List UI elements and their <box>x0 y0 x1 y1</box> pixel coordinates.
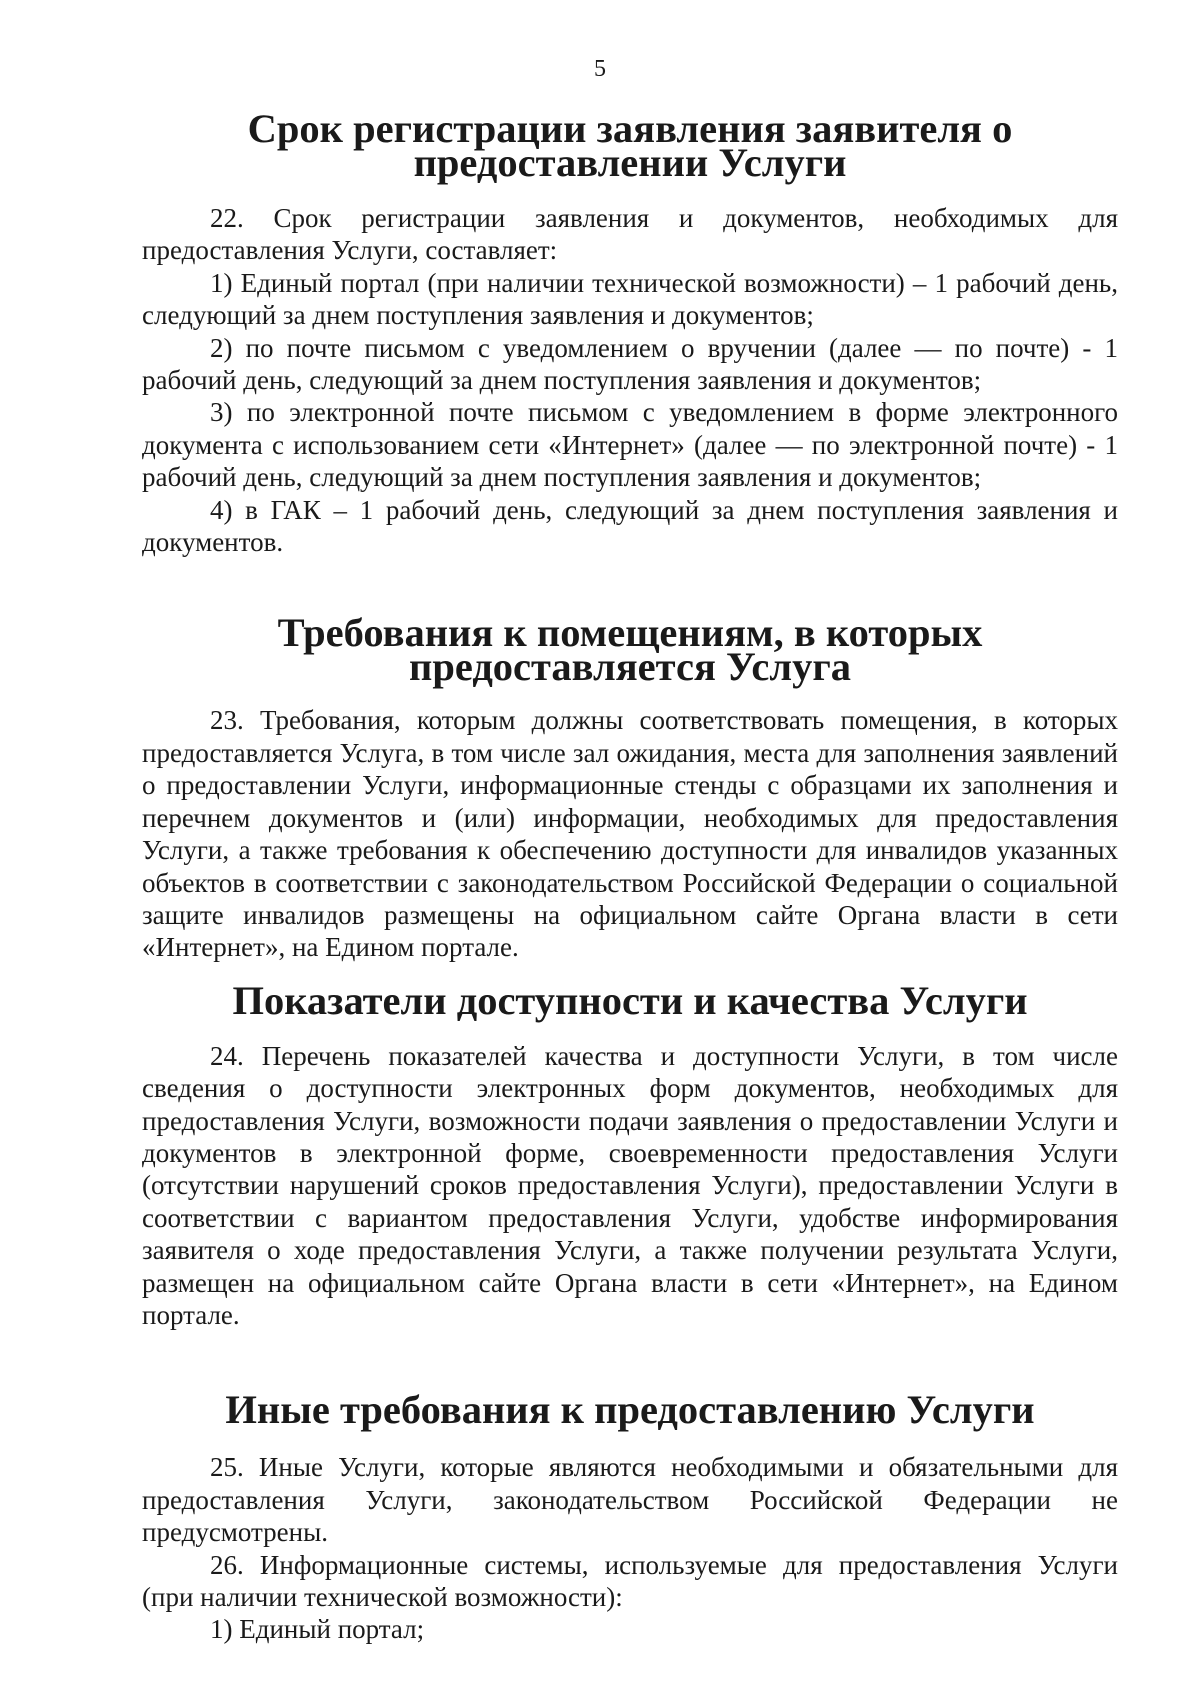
section-heading-other-requirements: Иные требования к предоставлению Услуги <box>225 1387 1035 1433</box>
list-item-1: 1) Единый портал (при наличии технической возможности) – 1 рабочий день, следующий за днем поступления заявления и документов; <box>142 267 1118 331</box>
paragraph-22: 22. Срок регистрации заявления и документов, необходимых для предоставления Услуги, составляет: <box>142 203 1118 266</box>
list-item-unified-portal: 1) Единый портал; <box>210 1614 425 1645</box>
list-item-2: 2) по почте письмом с уведомлением о вручении (далее — по почте) - 1 рабочий день, следующий за днем поступления заявления и документов; <box>142 332 1118 396</box>
list-item-3: 3) по электронной почте письмом с уведомлением в форме электронного документа с использованием сети «Интернет» (далее — по электронной почте) - 1 рабочий день, следующий за днем поступления заявления и документов; <box>142 397 1118 493</box>
paragraph-23: 23. Требования, которым должны соответствовать помещения, в которых предоставляется Услуга, в том числе зал ожидания, места для заполнения заявлений о предоставлении Услуги, информационные стенды с образцами их заполнения и перечнем документов и (или) информации, необходимых для предоставления Услуги, а также требования к обеспечению доступности для инвалидов указанных объектов в соответствии с законодательством Российской Федерации о социальной защите инвалидов размещены на официальном сайте Органа власти в сети «Интернет», на Едином портале. <box>142 705 1118 963</box>
section-heading-quality-indicators: Показатели доступности и качества Услуги <box>232 977 1028 1023</box>
section-heading-registration-term: Срок регистрации заявления заявителя о предоставлении Услуги <box>247 106 1013 185</box>
document-body <box>142 106 1118 1646</box>
paragraph-24: 24. Перечень показателей качества и доступности Услуги, в том числе сведения о доступности электронных форм документов, необходимых для предоставления Услуги, возможности подачи заявления о предоставлении Услуги и документов в электронной форме, своевременности предоставления Услуги (отсутствии нарушений сроков предоставления Услуги), предоставлении Услуги в соответствии с вариантом предоставления Услуги, удобстве информирования заявителя о ходе предоставления Услуги, а также получении результата Услуги, размещен на официальном сайте Органа власти в сети «Интернет», на Едином портале. <box>142 1040 1118 1330</box>
paragraph-26: 26. Информационные системы, используемые для предоставления Услуги (при наличии технической возможности): <box>142 1549 1118 1612</box>
paragraph-25: 25. Иные Услуги, которые являются необходимыми и обязательными для предоставления Услуги, законодательством Российской Федерации не предусмотрены. <box>142 1452 1118 1548</box>
page-number: 5 <box>594 56 606 82</box>
section-heading-premises-requirements: Требования к помещениям, в которых предоставляется Услуга <box>277 610 983 690</box>
list-item-4: 4) в ГАК – 1 рабочий день, следующий за днем поступления заявления и документов. <box>142 494 1118 558</box>
